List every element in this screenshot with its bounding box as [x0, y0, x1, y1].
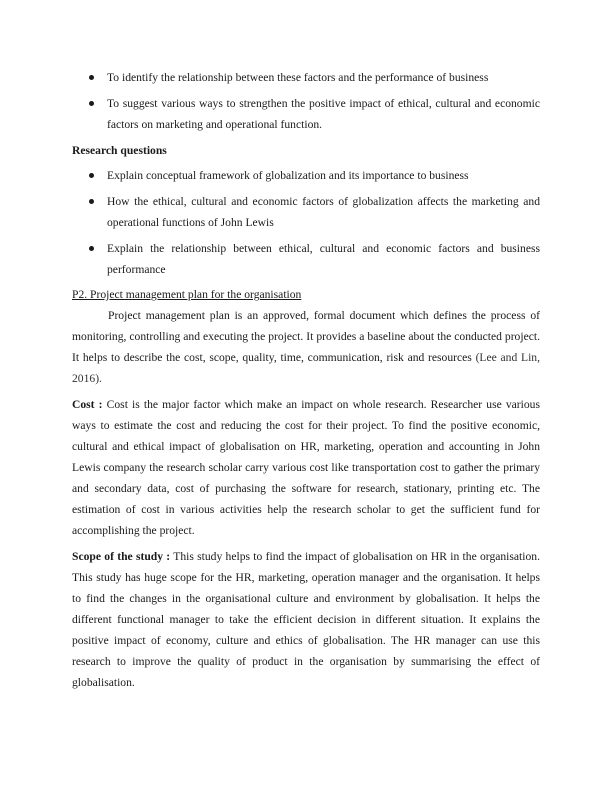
- p2-paragraph-text: Project management plan is an approved, formal document which defines the process of monitoring, controlling and executing the project. It provides a baseline about the conducted project. It helps to describe the cost, scope, quality, time, communication, risk and resources: [72, 309, 540, 364]
- bullet-icon: [89, 199, 94, 204]
- bullet-icon: [89, 101, 94, 106]
- list-item: [72, 165, 540, 186]
- p2-heading: P2. Project management plan for the organisation: [72, 288, 302, 301]
- list-item-text: Explain the relationship between ethical, cultural and economic factors and business performance: [107, 242, 540, 276]
- page-content: [72, 67, 540, 698]
- list-item: [72, 93, 540, 135]
- research-questions-heading: Research questions: [72, 144, 167, 157]
- citation: (Lee and Lin, 2016).: [72, 351, 541, 385]
- scope-label: Scope of the study :: [72, 550, 171, 563]
- cost-label: Cost :: [72, 398, 103, 411]
- list-item-text: Explain conceptual framework of globalization and its importance to business: [107, 169, 469, 182]
- list-item-text: To identify the relationship between these factors and the performance of business: [107, 71, 489, 84]
- bullet-icon: [89, 75, 94, 80]
- list-item-text: How the ethical, cultural and economic factors of globalization affects the marketing and operational functions of John Lewis: [107, 195, 540, 229]
- scope-text: This study helps to find the impact of globalisation on HR in the organisation. This study has huge scope for the HR, marketing, operation manager and the organisation. It helps to find the changes in the organisational culture and environment by globalisation. It helps the different functional manager to take the efficient decision in different situation. It explains the positive impact of economy, culture and ethics of globalisation. The HR manager can use this research to improve the quality of product in the organisation by summarising the effect of globalisation.: [72, 550, 540, 689]
- bullet-icon: [89, 246, 94, 251]
- list-item: [72, 191, 540, 233]
- research-questions-list: [72, 165, 540, 280]
- list-item-text: To suggest various ways to strengthen the positive impact of ethical, cultural and economic factors on marketing and operational function.: [107, 97, 540, 131]
- list-item: [72, 238, 540, 280]
- cost-paragraph: [72, 394, 540, 541]
- objectives-list: [72, 67, 540, 135]
- list-item: [72, 67, 540, 88]
- p2-paragraph: [72, 305, 540, 389]
- cost-text: Cost is the major factor which make an impact on whole research. Researcher use various ways to estimate the cost and reducing the cost for their project. To find the positive economic, cultural and ethical impact of globalisation on HR, marketing, operation and accounting in John Lewis company the research scholar carry various cost like transportation cost to gather the primary and secondary data, cost of purchasing the software for research, stationary, printing etc. The estimation of cost in various activities help the research scholar to get the sufficient fund for accomplishing the project.: [72, 398, 540, 537]
- scope-paragraph: [72, 546, 540, 693]
- bullet-icon: [89, 173, 94, 178]
